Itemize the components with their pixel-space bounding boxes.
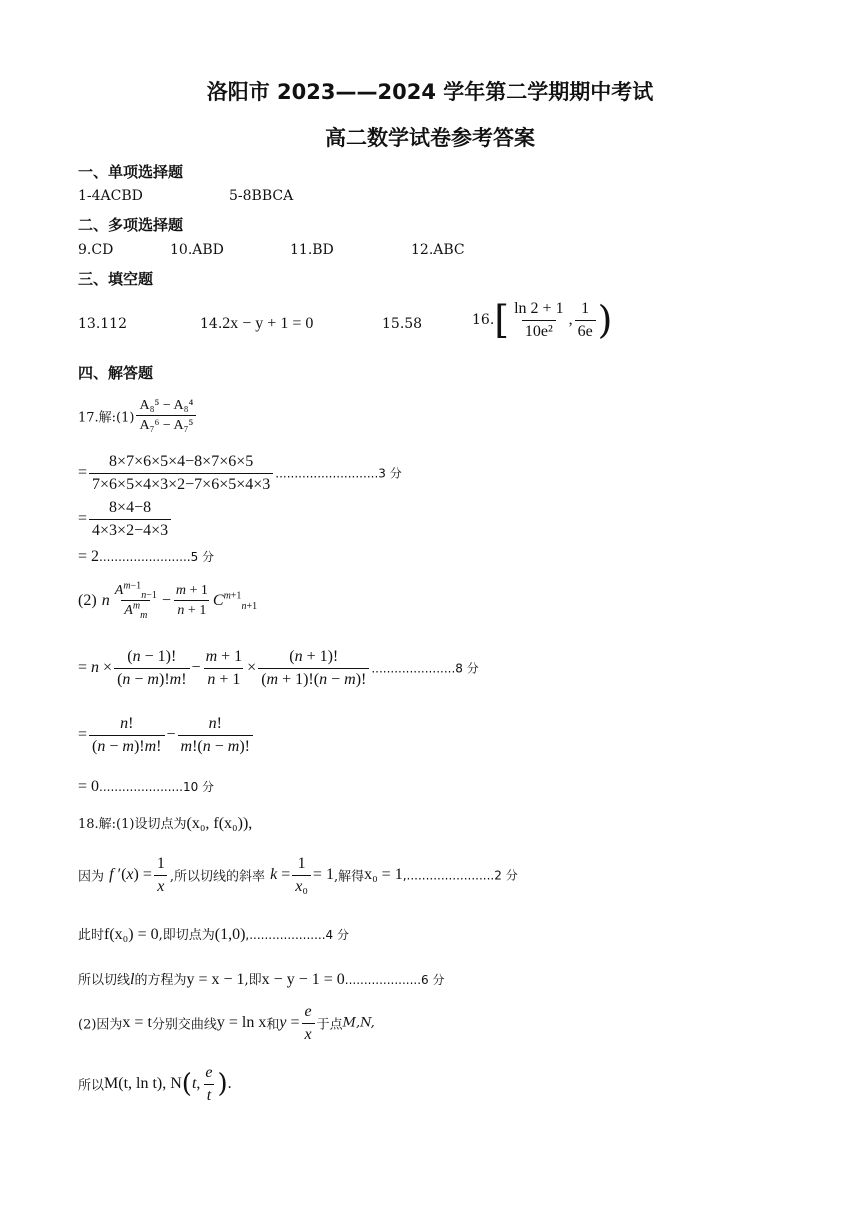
p17-frac-2: $\frac{8\times 7\times 6\times 5\times 4-8\times 7\times 6\times 5}{7\times 6\times 5\times 4\times 3\times 2-7\times 6\times 5\times 4\times 3}$ bbox=[89, 453, 273, 493]
p18-line-5: (2)因为x = t分别交曲线y = ln x和y = $\frac{e}{x}$ 于点M,N, bbox=[78, 1003, 375, 1043]
section-heading-multi-choice: 二、多项选择题 bbox=[78, 216, 184, 234]
p17-result-2: = 0......................10 分 bbox=[78, 778, 215, 795]
answer-14-expr: 2x − y + 1 = 0 bbox=[222, 315, 314, 332]
answer-16: 16.[ $\frac{\ln 2 + 1}{\text{10e²}}$ , $\frac{1}{6e}$ ) bbox=[472, 298, 613, 343]
p18-line-6: 所以M(t, ln t), N(t, $\frac{e}{t}$ ). bbox=[78, 1064, 232, 1104]
answer-1-4: 1-4ACBD bbox=[78, 188, 143, 204]
p18-line-1: 18.解:(1)设切点为(x₀, f(x₀)), bbox=[78, 815, 253, 832]
p18-line-2: 因为 f ′(x) = $\frac{1}{x}$ ,所以切线的斜率 k = $\frac{1}{\text{x₀}}$ = 1,解得x₀ = 1,.......................2 分 bbox=[78, 855, 518, 895]
p18-score-2: ,....................4 分 bbox=[245, 928, 349, 942]
answer-12: 12.ABC bbox=[411, 242, 465, 258]
p17-score-1: ...........................3 分 bbox=[275, 466, 402, 481]
answer-15: 15.58 bbox=[382, 316, 423, 332]
p17-score-3: ......................8 分 bbox=[371, 661, 479, 676]
p17-result-1: = 2........................5 分 bbox=[78, 548, 215, 565]
p17-step-3: = n × $\frac{(n - 1)!}{(n - m)!m!}$ − $\frac{m + 1}{n + 1}$ × $\frac{(n + 1)!}{(m + 1)!(n - m)!}$ ......................8 分 bbox=[78, 648, 479, 688]
p18-score-3: ....................6 分 bbox=[344, 973, 445, 987]
answer-14-label: 14. bbox=[200, 316, 223, 332]
section-heading-single-choice: 一、单项选择题 bbox=[78, 163, 184, 181]
answer-13: 13.112 bbox=[78, 316, 127, 332]
page-subtitle: 高二数学试卷参考答案 bbox=[325, 126, 535, 150]
answer-16-frac-2: $\frac{1}{6e}$ bbox=[575, 300, 596, 340]
answer-11: 11.BD bbox=[290, 242, 334, 258]
p18-line-4: 所以切线l的方程为y = x − 1,即x − y − 1 = 0....................6 分 bbox=[78, 971, 445, 988]
p17-score-4: ......................10 分 bbox=[99, 780, 215, 794]
answer-9: 9.CD bbox=[78, 242, 114, 258]
answer-10: 10.ABD bbox=[170, 242, 224, 258]
p17-label: 17.解:(1) bbox=[78, 410, 135, 426]
p17-score-2: ........................5 分 bbox=[99, 550, 215, 564]
p18-line-3: 此时f(x₀) = 0,即切点为(1,0),....................4 分 bbox=[78, 926, 349, 943]
answer-16-label: 16. bbox=[472, 312, 495, 329]
p17-part1-expr bbox=[78, 398, 198, 434]
p17-frac-3: $\frac{8\times 4-8}{4\times 3\times 2-4\times 3}$ bbox=[89, 499, 171, 539]
p17-part2-expr: (2) n $\frac{A^{m-1}_{n-1}}{A^m_m}$ − $\frac{m + 1}{n + 1}$ $C^{m+1}_{n+1}$ bbox=[78, 580, 258, 622]
answer-16-frac-1: $\frac{\ln 2 + 1}{\text{10e²}}$ bbox=[514, 300, 564, 340]
page-title: 洛阳市 2023——2024 学年第二学期期中考试 bbox=[206, 80, 654, 104]
section-heading-solutions: 四、解答题 bbox=[78, 364, 154, 382]
answer-14 bbox=[200, 313, 313, 333]
p17-frac-1: $\frac{\text{A₈⁵ − A₈⁴}}{\text{A₇⁶ − A₇⁵}}$ bbox=[136, 398, 196, 434]
p17-step-1: = $\frac{8\times 7\times 6\times 5\times 4-8\times 7\times 6\times 5}{7\times 6\times 5\times 4\times 3\times 2-7\times 6\times 5\times 4\times 3}$ ...........................3 分 bbox=[78, 453, 402, 493]
p17-step-4: = $\frac{n!}{(n - m)!m!}$ − $\frac{n!}{m!(n - m)!}$ bbox=[78, 715, 255, 755]
section-heading-fill-blank: 三、填空题 bbox=[78, 270, 154, 288]
p17-step-2: = $\frac{8\times 4-8}{4\times 3\times 2-4\times 3}$ bbox=[78, 499, 173, 539]
p18-score-1: ,.......................2 分 bbox=[402, 868, 518, 883]
answer-5-8: 5-8BBCA bbox=[229, 188, 294, 204]
